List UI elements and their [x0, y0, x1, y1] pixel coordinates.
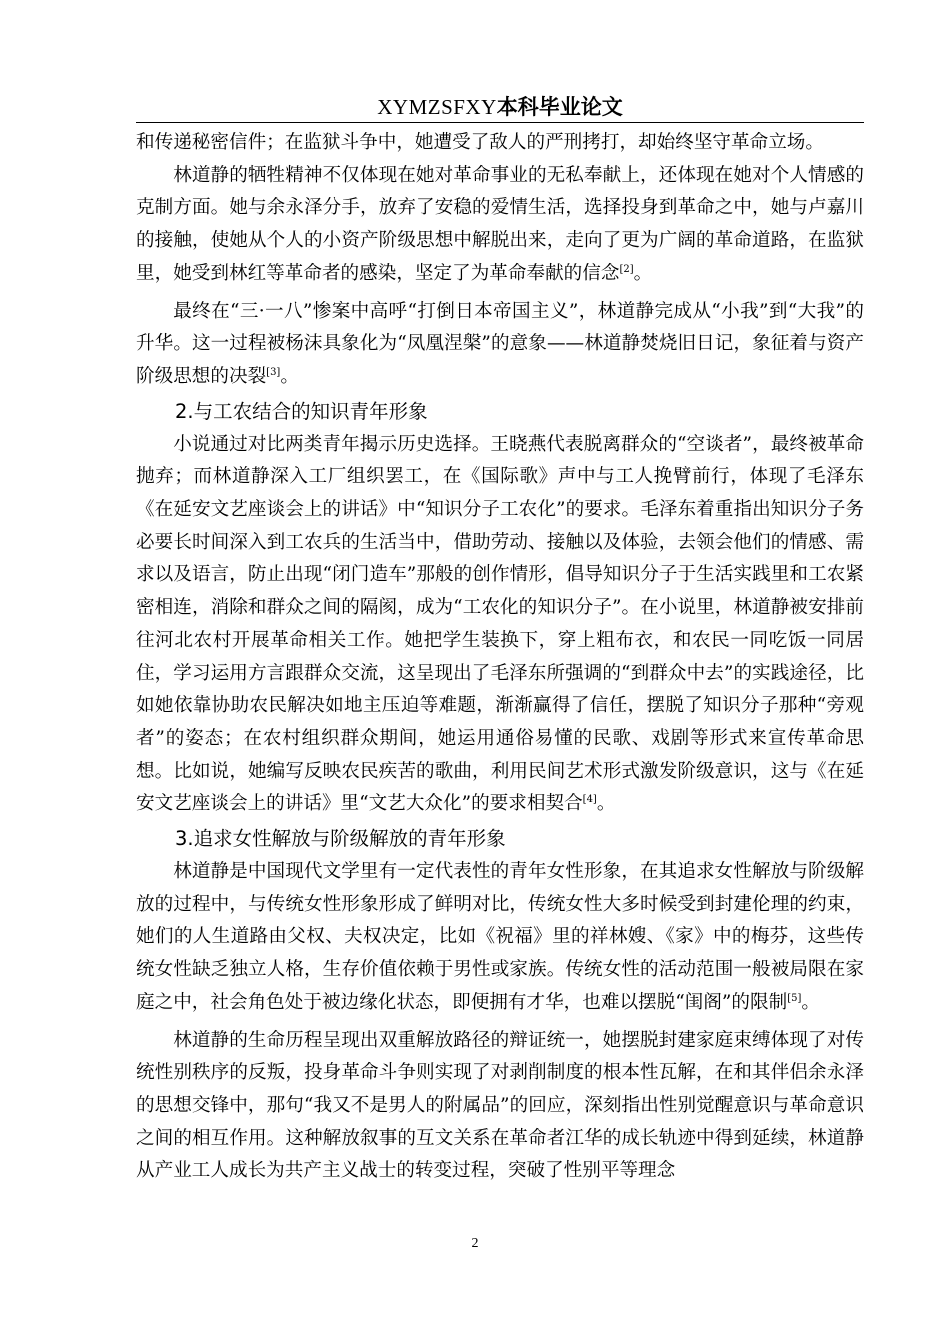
citation: [4]	[582, 794, 597, 806]
paragraph: 林道静是中国现代文学里有一定代表性的青年女性形象，在其追求女性解放与阶级解放的过程中，与传统女性形象形成了鲜明对比，传统女性大多时候受到封建伦理的约束，她们的人生道路由父权、夫权决定，比如《祝福》里的祥林嫂、《家》中的梅芬，这些传统女性缺乏独立人格，生存价值依赖于男性或家族。传统女性的活动范围一般被局限在家庭之中，社会角色处于被边缘化状态，即便拥有才华，也难以摆脱“闺阁”的限制[5]。	[136, 861, 864, 1013]
paragraph: 最终在“三·一八”惨案中高呼“打倒日本帝国主义”，林道静完成从“小我”到“大我”的升华。这一过程被杨沫具象化为“凤凰涅槃”的意象——林道静焚烧旧日记，象征着与资产阶级思想的决裂[3]。	[136, 300, 864, 387]
page-header	[136, 92, 864, 123]
paragraph: 和传递秘密信件；在监狱斗争中，她遭受了敌人的严刑拷打，却始终坚守革命立场。	[136, 132, 824, 153]
paragraph: 林道静的牺牲精神不仅体现在她对革命事业的无私奉献上，还体现在她对个人情感的克制方面。她与余永泽分手，放弃了安稳的爱情生活，选择投身到革命之中，她与卢嘉川的接触，使她从个人的小资产阶级思想中解脱出来，走向了更为广阔的革命道路，在监狱里，她受到林红等革命者的感染，坚定了为革命奉献的信念[2]。	[136, 164, 864, 284]
page-number: 2	[471, 1236, 479, 1251]
header-code: XYMZSFXY	[377, 95, 497, 119]
paragraph: 小说通过对比两类青年揭示历史选择。王晓燕代表脱离群众的“空谈者”，最终被革命抛弃；而林道静深入工厂组织罢工，在《国际歌》声中与工人挽臂前行，体现了毛泽东《在延安文艺座谈会上的讲话》中“知识分子工农化”的要求。毛泽东着重指出知识分子务必要长时间深入到工农兵的生活当中，借助劳动、接触以及体验，去领会他们的情感、需求以及语言，防止出现“闭门造车”那般的创作情形，倡导知识分子于生活实践里和工农紧密相连，消除和群众之间的隔阂，成为“工农化的知识分子”。在小说里，林道静被安排前往河北农村开展革命相关工作。她把学生装换下，穿上粗布衣，和农民一同吃饭一同居住，学习运用方言跟群众交流，这呈现出了毛泽东所强调的“到群众中去”的实践途径，比如她依靠协助农民解决如地主压迫等难题，渐渐赢得了信任，摆脱了知识分子那种“旁观者”的姿态；在农村组织群众期间，她运用通俗易懂的民歌、戏剧等形式来宣传革命思想。比如说，她编写反映农民疾苦的歌曲，利用民间艺术形式激发阶级意识，这与《在延安文艺座谈会上的讲话》里“文艺大众化”的要求相契合[4]。	[136, 433, 864, 815]
paragraph: 林道静的生命历程呈现出双重解放路径的辩证统一，她摆脱封建家庭束缚体现了对传统性别秩序的反叛，投身革命斗争则实现了对剥削制度的根本性瓦解，在和其伴侣余永泽的思想交锋中，那句“我又不是男人的附属品”的回应，深刻指出性别觉醒意识与革命意识之间的相互作用。这种解放叙事的互文关系在革命者江华的成长轨迹中得到延续，林道静从产业工人成长为共产主义战士的转变过程，突破了性别平等理念	[136, 1029, 864, 1182]
document-body	[136, 127, 864, 1188]
header-label: 本科毕业论文	[496, 95, 623, 119]
section-heading: 2.与工农结合的知识青年形象	[175, 399, 428, 423]
citation: [5]	[787, 992, 802, 1004]
citation: [2]	[619, 263, 634, 275]
section-heading: 3.追求女性解放与阶级解放的青年形象	[175, 827, 506, 851]
citation: [3]	[266, 366, 281, 378]
